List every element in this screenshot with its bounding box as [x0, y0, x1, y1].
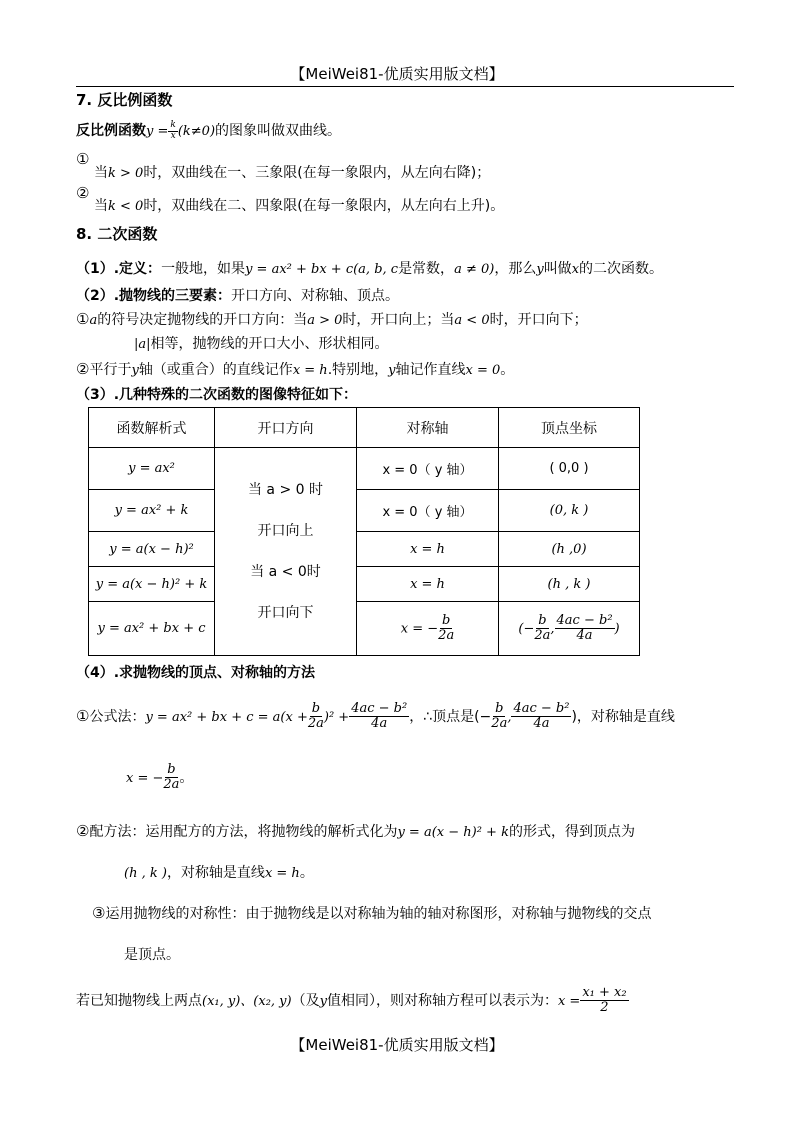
th-function: 函数解析式 [89, 408, 215, 448]
f1-d1: 2a [307, 716, 324, 732]
def-cond: (k≠0) [177, 124, 216, 139]
vertex-last-d2: 4a [576, 628, 593, 643]
f1-frac-4 [511, 702, 571, 732]
f1-l2-num: b [167, 762, 176, 777]
abs-a-line [134, 333, 389, 353]
l2-m: |a| [134, 337, 151, 352]
l3-a: 平行于 [89, 362, 132, 378]
parallel-axis-line [76, 359, 514, 379]
l3-m2: x = h [292, 363, 328, 378]
page-footer: 【MeiWei81-优质实用版文档】 [290, 1036, 504, 1054]
f1-l2-den: 2a [163, 777, 180, 793]
l1-m: a [89, 313, 98, 328]
th-axis: 对称轴 [357, 408, 499, 448]
p1-m1: y = ax² + bx + c(a, b, c [245, 262, 399, 277]
p1-e: 的二次函数。 [579, 261, 664, 277]
cell-func-4: y = a(x − h)² + k [89, 567, 215, 602]
l1-b: 时，开口向上；当 [342, 312, 455, 328]
f1-m3: )² + [323, 709, 350, 725]
l3-c: .特别地， [327, 362, 389, 378]
th-vertex: 顶点坐标 [499, 408, 640, 448]
f2-l2-m: (h , k ) [124, 866, 167, 881]
l3-m4: x = 0 [465, 363, 501, 378]
p1-a: 一般地，如果 [161, 261, 246, 277]
l3-mark: ② [76, 360, 90, 378]
last-num: x₁ + x₂ [582, 985, 627, 1000]
open-line-1: 当 a > 0 时 [247, 481, 324, 498]
case-2-mark: ② [76, 184, 90, 202]
table-row [89, 567, 640, 602]
opening-direction-line [76, 309, 588, 329]
cell-axis-4: x = h [357, 567, 499, 602]
page-header: 【MeiWei81-优质实用版文档】 [290, 65, 504, 83]
l1-mark: ① [76, 310, 90, 328]
l1-m3: a < 0 [454, 313, 490, 328]
f1-l2-pre: x = − [126, 770, 164, 786]
f1-d4: 4a [533, 716, 550, 732]
f2-a: 配方法：运用配方的方法，将抛物线的解析式化为 [89, 824, 398, 840]
l3-e: 。 [500, 362, 515, 378]
vertex-last-d1: 2a [534, 628, 551, 643]
three-elements-line [76, 285, 399, 305]
f2-l2-b: 。 [299, 865, 314, 881]
f1-frac-1 [308, 702, 324, 732]
section-7-title: 7. 反比例函数 [76, 91, 173, 109]
def-lhs: y = [146, 124, 169, 139]
vertex-last-frac-1 [534, 614, 550, 644]
f1-frac-3 [491, 702, 507, 732]
case-2-text [94, 195, 504, 215]
f2-mark: ② [76, 822, 90, 840]
table-row [89, 602, 640, 656]
last-m2: y [319, 993, 327, 1009]
c1-pre: 当 [94, 165, 108, 181]
c2-pre: 当 [94, 198, 108, 214]
f1-d2: 4a [371, 716, 388, 732]
cell-axis-5 [357, 602, 499, 656]
cell-func-1: y = ax² [89, 448, 215, 490]
f3-mark: ③ [92, 904, 106, 922]
completing-square-result [124, 862, 314, 882]
l3-d: 轴记作直线 [395, 362, 466, 378]
vertex-last-sep: , [550, 621, 555, 636]
f1-mark: ① [76, 706, 90, 725]
axis-last-den: 2a [438, 628, 455, 643]
cell-func-3: y = a(x − h)² [89, 532, 215, 567]
axis-last-frac [438, 614, 454, 644]
cell-func-5: y = ax² + bx + c [89, 602, 215, 656]
p1-label: （1）.定义： [76, 261, 162, 277]
table-row [89, 532, 640, 567]
p1-m2: a ≠ 0) [454, 262, 495, 277]
cell-vertex-3: (h ,0) [499, 532, 640, 567]
last-c: 值相同），则对称轴方程可以表示为： [326, 992, 558, 1009]
f1-n1: b [311, 701, 321, 716]
header-rule [76, 86, 734, 87]
two-points-line [76, 986, 629, 1016]
f1-a: ，∴顶点是(− [409, 708, 492, 725]
th-opening: 开口方向 [215, 408, 357, 448]
last-m3: x = [557, 993, 581, 1009]
f1-frac-2 [349, 702, 409, 732]
cell-func-2: y = ax² + k [89, 490, 215, 532]
p1-m4: x [571, 262, 580, 277]
f3-a: 运用抛物线的对称性：由于抛物线是以对称轴为轴的轴对称图形，对称轴与抛物线的交点 [105, 906, 652, 922]
f1-n2: 4ac − b² [351, 701, 408, 716]
section-8-title: 8. 二次函数 [76, 225, 158, 243]
methods-title: （4）.求抛物线的顶点、对称轴的方法 [76, 665, 316, 681]
cell-axis-3: x = h [357, 532, 499, 567]
def-fraction [168, 121, 177, 142]
c2-math: k < 0 [108, 199, 144, 214]
case-1-text [94, 162, 490, 182]
p1-c: ，那么 [494, 261, 537, 277]
f1-n4: 4ac − b² [513, 701, 570, 716]
open-line-2: 开口向上 [257, 522, 314, 539]
open-line-3: 当 a < 0时 [250, 563, 321, 580]
l2-text: 相等，抛物线的开口大小、形状相同。 [150, 336, 389, 352]
l1-a: 的符号决定抛物线的开口方向：当 [97, 312, 308, 328]
f1-b: )，对称轴是直线 [571, 708, 675, 725]
f1-m2: (x + [280, 709, 308, 725]
inverse-function-definition [76, 120, 341, 141]
cell-axis-2: x = 0（ y 轴） [357, 490, 499, 532]
formula-method-axis [126, 763, 193, 793]
vertex-last-post: ) [614, 621, 620, 636]
p2-label: （2）.抛物线的三要素： [76, 288, 232, 304]
f1-label: 公式法： [89, 708, 146, 725]
p1-m3: y [536, 262, 544, 277]
vertex-last-pre: (− [518, 621, 535, 636]
symmetry-method-line [92, 903, 651, 923]
l3-b: 轴（或重合）的直线记作 [138, 362, 293, 378]
c1-text: 时，双曲线在一、三象限(在每一象限内，从左向右降)； [143, 165, 491, 181]
f1-l2-frac [163, 763, 179, 793]
axis-last-num: b [442, 612, 451, 628]
cell-vertex-2: (0, k ) [499, 490, 640, 532]
last-b: （及 [291, 992, 320, 1009]
c2-text: 时，双曲线在二、四象限(在每一象限内，从左向右上升)。 [143, 198, 505, 214]
definition-line [76, 258, 663, 278]
vertex-last-frac-2 [555, 614, 615, 644]
f2-m: y = a(x − h)² + k [397, 825, 509, 840]
p2-text: 开口方向、对称轴、顶点。 [231, 288, 400, 304]
table-row [89, 448, 640, 490]
open-line-4: 开口向下 [257, 604, 314, 621]
table-row [89, 490, 640, 532]
cell-axis-1: x = 0（ y 轴） [357, 448, 499, 490]
l3-m1: y [131, 363, 139, 378]
table-intro: （3）.几种特殊的二次函数的图像特征如下： [76, 387, 358, 403]
formula-method-line [76, 702, 675, 732]
quadratic-table [88, 407, 640, 656]
f2-b: 的形式，得到顶点为 [508, 824, 635, 840]
c1-math: k > 0 [108, 166, 144, 181]
l1-m2: a > 0 [307, 313, 343, 328]
last-m1: (x₁, y)、(x₂, y) [202, 993, 292, 1009]
cell-vertex-5 [499, 602, 640, 656]
table-header-row [89, 408, 640, 448]
def-tail: 的图象叫做双曲线。 [215, 123, 342, 139]
def-num: k [170, 119, 176, 130]
p1-d: 叫做 [543, 261, 572, 277]
cell-opening [215, 448, 357, 656]
p1-b: 是常数， [398, 261, 455, 277]
f2-l2-m2: x = h [264, 866, 300, 881]
completing-square-line [76, 821, 635, 841]
vertex-last-n1: b [538, 612, 547, 628]
axis-last-pre: x = − [400, 621, 439, 636]
cell-vertex-1: ( 0,0 ) [499, 448, 640, 490]
f1-l2-end: 。 [179, 769, 194, 786]
symmetry-method-end: 是顶点。 [124, 947, 180, 963]
def-bold: 反比例函数 [76, 123, 146, 139]
l1-c: 时，开口向下； [489, 312, 588, 328]
l3-m3: y [388, 363, 396, 378]
case-1-mark: ① [76, 150, 90, 168]
f1-sep: , [507, 709, 512, 725]
def-den: x [170, 130, 176, 141]
last-den: 2 [600, 1000, 609, 1016]
last-frac [580, 986, 628, 1016]
f1-m1: y = ax² + bx + c = a [145, 709, 281, 725]
f1-n3: b [495, 701, 504, 716]
vertex-last-n2: 4ac − b² [556, 612, 613, 628]
last-a: 若已知抛物线上两点 [76, 992, 202, 1009]
f1-d3: 2a [491, 716, 508, 732]
f2-l2-a: ，对称轴是直线 [166, 865, 265, 881]
cell-vertex-4: (h , k ) [499, 567, 640, 602]
